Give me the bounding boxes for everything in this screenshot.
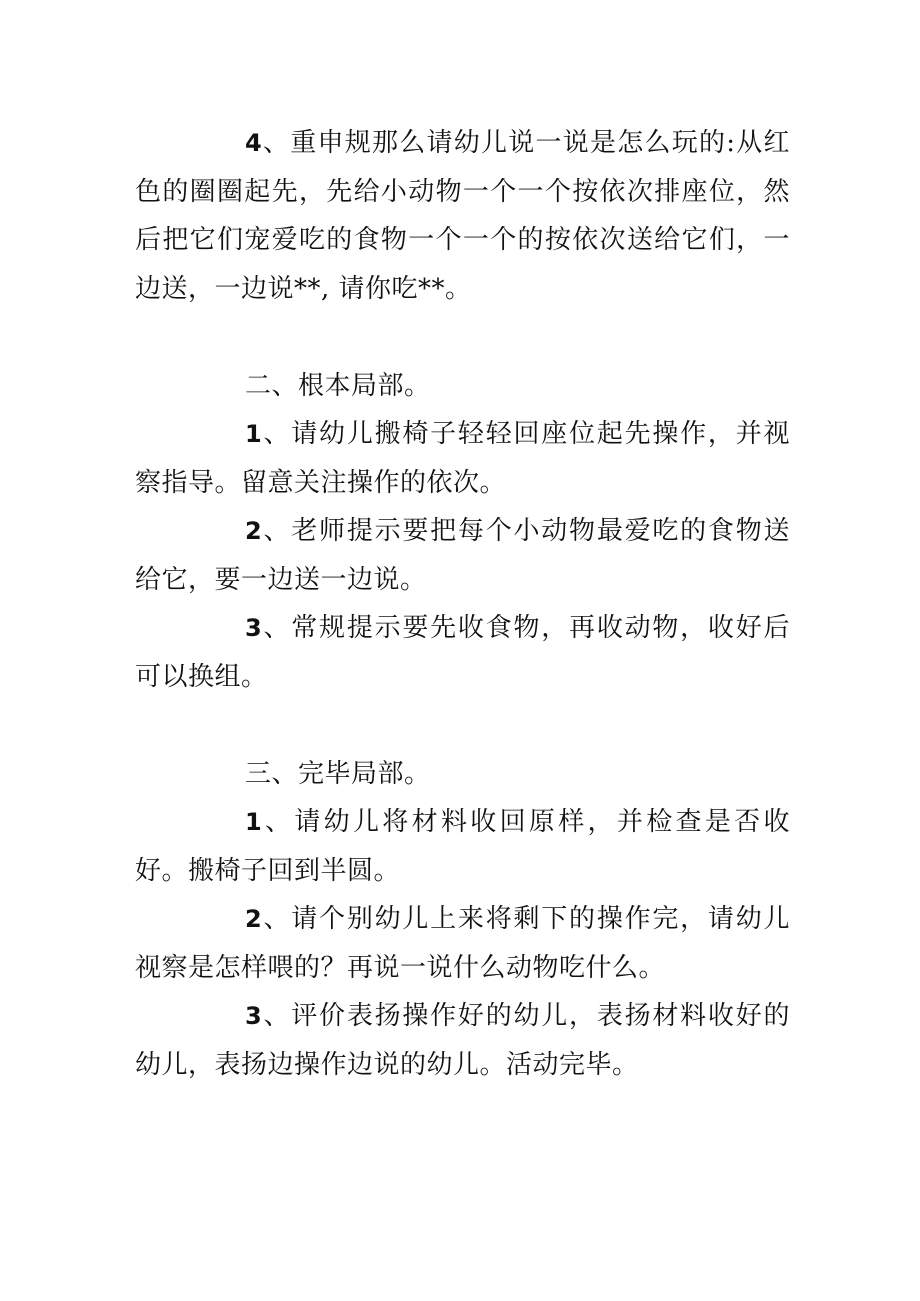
paragraph-text: 、常规提示要先收食物，再收动物，收好后可以换组。 xyxy=(135,613,790,692)
paragraph-number: 2 xyxy=(245,905,263,933)
paragraph-end-1 xyxy=(135,798,790,895)
paragraph-number: 4 xyxy=(245,129,263,157)
paragraph-text: 、老师提示要把每个小动物最爱吃的食物送给它，要一边送一边说。 xyxy=(135,516,790,595)
paragraph-text: 、请幼儿搬椅子轻轻回座位起先操作，并视察指导。留意关注操作的依次。 xyxy=(135,419,790,498)
paragraph-end-3 xyxy=(135,992,790,1089)
paragraph-basic-1 xyxy=(135,410,790,507)
paragraph-basic-3 xyxy=(135,604,790,701)
paragraph-text: 、重申规那么请幼儿说一说是怎么玩的:从红色的圈圈起先，先给小动物一个一个按依次排座位，然后把它们宠爱吃的食物一个一个的按依次送给它们，一边送，一边说**, 请你吃**。 xyxy=(135,128,790,304)
section-heading-end xyxy=(135,750,790,799)
paragraph-basic-2 xyxy=(135,507,790,604)
paragraph-step-4 xyxy=(135,119,790,313)
section-heading-basic xyxy=(135,362,790,411)
paragraph-number: 3 xyxy=(245,614,263,642)
paragraph-text: 、评价表扬操作好的幼儿，表扬材料收好的幼儿，表扬边操作边说的幼儿。活动完毕。 xyxy=(135,1001,790,1080)
section-heading-text: 二、根本局部。 xyxy=(245,371,431,401)
paragraph-number: 1 xyxy=(245,420,263,448)
paragraph-number: 2 xyxy=(245,517,263,545)
paragraph-text: 、请幼儿将材料收回原样，并检查是否收好。搬椅子回到半圆。 xyxy=(135,807,790,886)
section-heading-text: 三、完毕局部。 xyxy=(245,759,431,789)
paragraph-number: 1 xyxy=(245,808,263,836)
paragraph-end-2 xyxy=(135,895,790,992)
paragraph-number: 3 xyxy=(245,1002,263,1030)
paragraph-text: 、请个别幼儿上来将剩下的操作完，请幼儿视察是怎样喂的？再说一说什么动物吃什么。 xyxy=(135,904,790,983)
